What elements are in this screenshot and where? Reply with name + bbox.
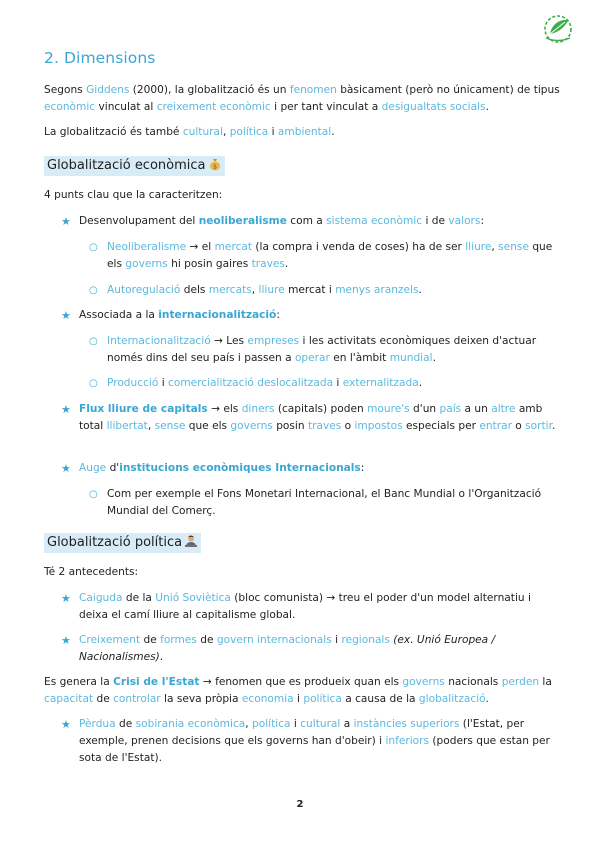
- text-run: globalització: [418, 693, 486, 705]
- text-run: de: [93, 693, 114, 705]
- text-run: a un: [461, 403, 492, 415]
- text-run: perden: [501, 676, 540, 688]
- text-run: mercats: [208, 284, 252, 296]
- sub-list-item: [107, 375, 557, 392]
- text-run: externalitzada: [342, 377, 419, 389]
- text-run: cultural: [300, 718, 341, 730]
- section-heading-economica: [44, 156, 225, 176]
- text-run: i: [333, 377, 343, 389]
- text-run: que els: [107, 241, 553, 270]
- text-run: .: [432, 352, 436, 364]
- text-run: nacionals: [444, 676, 502, 688]
- text-run: a causa de la: [341, 693, 419, 705]
- text-run: institucions econòmiques Internacionals: [119, 462, 361, 474]
- text-run: la seva pròpia: [160, 693, 242, 705]
- leaf-globe-logo-icon: [538, 12, 578, 46]
- text-run: o: [511, 420, 526, 432]
- text-run: .: [552, 420, 556, 432]
- text-run: i: [290, 718, 301, 730]
- text-run: :: [276, 309, 280, 321]
- text-run: (2000), la globalització és un: [129, 84, 290, 96]
- text-run: Flux lliure de capitals: [79, 403, 208, 415]
- text-run: i: [268, 126, 278, 138]
- text-run: com a: [286, 215, 327, 227]
- text-run: empreses: [247, 335, 300, 347]
- text-run: moure's: [367, 403, 410, 415]
- section-lead-politica: Té 2 antecedents:: [44, 566, 139, 578]
- text-run: Producció: [107, 377, 159, 389]
- text-run: econòmic: [44, 101, 96, 113]
- text-run: traves: [251, 258, 285, 270]
- text-run: govern internacionals: [216, 634, 332, 646]
- text-run: Neoliberalisme: [107, 241, 187, 253]
- text-run: .: [418, 284, 422, 296]
- intro-paragraph-2: [44, 124, 560, 141]
- star-bullet-icon: ★: [61, 215, 71, 228]
- text-run: ,: [491, 241, 499, 253]
- text-run: .: [485, 693, 489, 705]
- text-run: lliure: [258, 284, 285, 296]
- text-run: menys aranzels: [335, 284, 419, 296]
- text-run: Giddens: [86, 84, 130, 96]
- text-run: cultural: [182, 126, 223, 138]
- text-run: la: [539, 676, 552, 688]
- text-run: neoliberalisme: [198, 215, 287, 227]
- text-run: especials per: [402, 420, 480, 432]
- person-at-desk-icon: [184, 534, 198, 552]
- text-run: ,: [245, 718, 253, 730]
- star-bullet-icon: ★: [61, 718, 71, 731]
- text-run: ,: [251, 284, 259, 296]
- text-run: (bloc comunista) → treu el poder d'un model alternatiu i deixa el camí lliure al capitalisme global.: [79, 592, 531, 621]
- text-run: (l'Estat, per exemple, prenen decisions que els governs han d'obeir) i: [79, 718, 525, 747]
- crisi-paragraph: [44, 674, 560, 708]
- text-run: controlar: [113, 693, 161, 705]
- text-run: i: [158, 377, 169, 389]
- text-run: Segons: [44, 84, 87, 96]
- text-run: que els: [185, 420, 231, 432]
- text-run: hi posin gaires: [167, 258, 252, 270]
- list-item-caiguda: [79, 590, 559, 624]
- intro-paragraph: [44, 82, 560, 116]
- sub-list-item: [107, 333, 557, 367]
- text-run: vinculat al: [95, 101, 157, 113]
- text-run: (ex. Unió Europea / Nacionalismes): [79, 634, 496, 663]
- text-run: o: [341, 420, 355, 432]
- circle-bullet-icon: ○: [89, 285, 98, 296]
- star-bullet-icon: ★: [61, 462, 71, 475]
- text-run: entrar: [479, 420, 512, 432]
- text-run: sobirania econòmica: [135, 718, 246, 730]
- text-run: de la: [122, 592, 156, 604]
- text-run: La globalització és també: [44, 126, 183, 138]
- text-run: i per tant vinculat a: [270, 101, 382, 113]
- section-lead-economica: 4 punts clau que la caracteritzen:: [44, 189, 223, 201]
- section-heading-politica-text: Globalització política: [47, 535, 183, 550]
- text-run: Internacionalització: [107, 335, 211, 347]
- text-run: mundial: [389, 352, 433, 364]
- circle-bullet-icon: ○: [89, 378, 98, 389]
- list-item-neoliberalisme: [79, 213, 559, 230]
- circle-bullet-icon: ○: [89, 489, 98, 500]
- text-run: política: [229, 126, 269, 138]
- section-heading-politica: [44, 533, 201, 553]
- text-run: i les activitats econòmiques deixen d'actuar només dins del seu país i passen a: [107, 335, 537, 364]
- text-run: mercat i: [284, 284, 336, 296]
- text-run: Autoregulació: [107, 284, 181, 296]
- sub-list-item: [107, 239, 557, 273]
- text-run: desigualtats socials: [381, 101, 486, 113]
- circle-bullet-icon: ○: [89, 242, 98, 253]
- text-run: i de: [422, 215, 449, 227]
- text-run: governs: [402, 676, 445, 688]
- text-run: (capitals) poden: [274, 403, 368, 415]
- text-run: → els: [207, 403, 242, 415]
- list-item-internacionalitzacio: [79, 307, 559, 324]
- text-run: Crisi de l'Estat: [113, 676, 200, 688]
- page-number: 2: [296, 799, 304, 810]
- text-run: Unió Soviètica: [155, 592, 231, 604]
- text-run: altre: [491, 403, 516, 415]
- text-run: .: [418, 377, 423, 389]
- text-run: i: [331, 634, 342, 646]
- text-run: política: [252, 718, 291, 730]
- text-run: impostos: [354, 420, 403, 432]
- text-run: posin: [272, 420, 308, 432]
- text-run: sortir: [525, 420, 552, 432]
- text-run: ,: [222, 126, 230, 138]
- text-run: política: [303, 693, 342, 705]
- text-run: Pèrdua: [79, 718, 116, 730]
- text-run: i: [293, 693, 304, 705]
- sub-list-item: [107, 486, 557, 520]
- text-run: Com per exemple el Fons Monetari Internacional, el Banc Mundial o l'Organització Mundial del Comerç.: [107, 488, 542, 517]
- text-run: país: [439, 403, 462, 415]
- text-run: ,: [147, 420, 155, 432]
- text-run: sense: [498, 241, 529, 253]
- text-run: → el: [186, 241, 215, 253]
- text-run: operar: [294, 352, 330, 364]
- star-bullet-icon: ★: [61, 309, 71, 322]
- list-item-perdua: [79, 716, 559, 767]
- circle-bullet-icon: ○: [89, 336, 98, 347]
- text-run: sistema econòmic: [326, 215, 423, 227]
- text-run: en l'àmbit: [329, 352, 390, 364]
- text-run: .: [485, 101, 489, 113]
- text-run: governs: [125, 258, 168, 270]
- list-item-creixement: [79, 632, 559, 666]
- text-run: dels: [180, 284, 209, 296]
- text-run: .: [284, 258, 289, 270]
- text-run: fenomen: [289, 84, 337, 96]
- text-run: Auge: [79, 462, 107, 474]
- text-run: Es genera la: [44, 676, 114, 688]
- text-run: regionals: [341, 634, 390, 646]
- text-run: → fenomen que es produeix quan els: [199, 676, 403, 688]
- text-run: valors: [448, 215, 481, 227]
- text-run: governs: [230, 420, 273, 432]
- text-run: Caiguda: [79, 592, 123, 604]
- text-run: ambiental: [277, 126, 332, 138]
- text-run: llibertat: [106, 420, 148, 432]
- text-run: de: [196, 634, 217, 646]
- text-run: capacitat: [44, 693, 94, 705]
- text-run: sense: [154, 420, 186, 432]
- text-run: lliure: [465, 241, 492, 253]
- text-run: creixement econòmic: [156, 101, 271, 113]
- text-run: de: [140, 634, 161, 646]
- star-bullet-icon: ★: [61, 634, 71, 647]
- sub-list-item: [107, 282, 557, 299]
- text-run: .: [331, 126, 335, 138]
- text-run: de: [115, 718, 136, 730]
- text-run: economia: [241, 693, 294, 705]
- text-run: .: [159, 651, 164, 663]
- page-title: 2. Dimensions: [44, 49, 156, 67]
- text-run: internacionalització: [158, 309, 277, 321]
- text-run: instàncies superiors: [353, 718, 460, 730]
- section-heading-economica-text: Globalització econòmica: [47, 158, 206, 173]
- text-run: → Les: [210, 335, 248, 347]
- text-run: d': [106, 462, 120, 474]
- money-bag-icon: [208, 157, 222, 175]
- text-run: :: [360, 462, 365, 474]
- text-run: formes: [160, 634, 197, 646]
- text-run: Desenvolupament del: [79, 215, 199, 227]
- text-run: inferiors: [385, 735, 430, 747]
- text-run: :: [480, 215, 485, 227]
- list-item-institucions: [79, 460, 559, 477]
- text-run: diners: [241, 403, 275, 415]
- text-run: mercat: [214, 241, 253, 253]
- text-run: Associada a la: [79, 309, 159, 321]
- star-bullet-icon: ★: [61, 403, 71, 416]
- text-run: bàsicament (però no únicament) de tipus: [336, 84, 560, 96]
- text-run: traves: [307, 420, 342, 432]
- text-run: (poders que estan per sota de l'Estat).: [79, 735, 550, 764]
- list-item-flux-capitals: [79, 401, 559, 435]
- text-run: d'un: [409, 403, 440, 415]
- text-run: comercialització deslocalitzada: [168, 377, 334, 389]
- text-run: amb total: [79, 403, 543, 432]
- star-bullet-icon: ★: [61, 592, 71, 605]
- text-run: (la compra i venda de coses) ha de ser: [252, 241, 466, 253]
- svg-text:$: $: [212, 163, 217, 171]
- text-run: a: [340, 718, 354, 730]
- text-run: Creixement: [79, 634, 141, 646]
